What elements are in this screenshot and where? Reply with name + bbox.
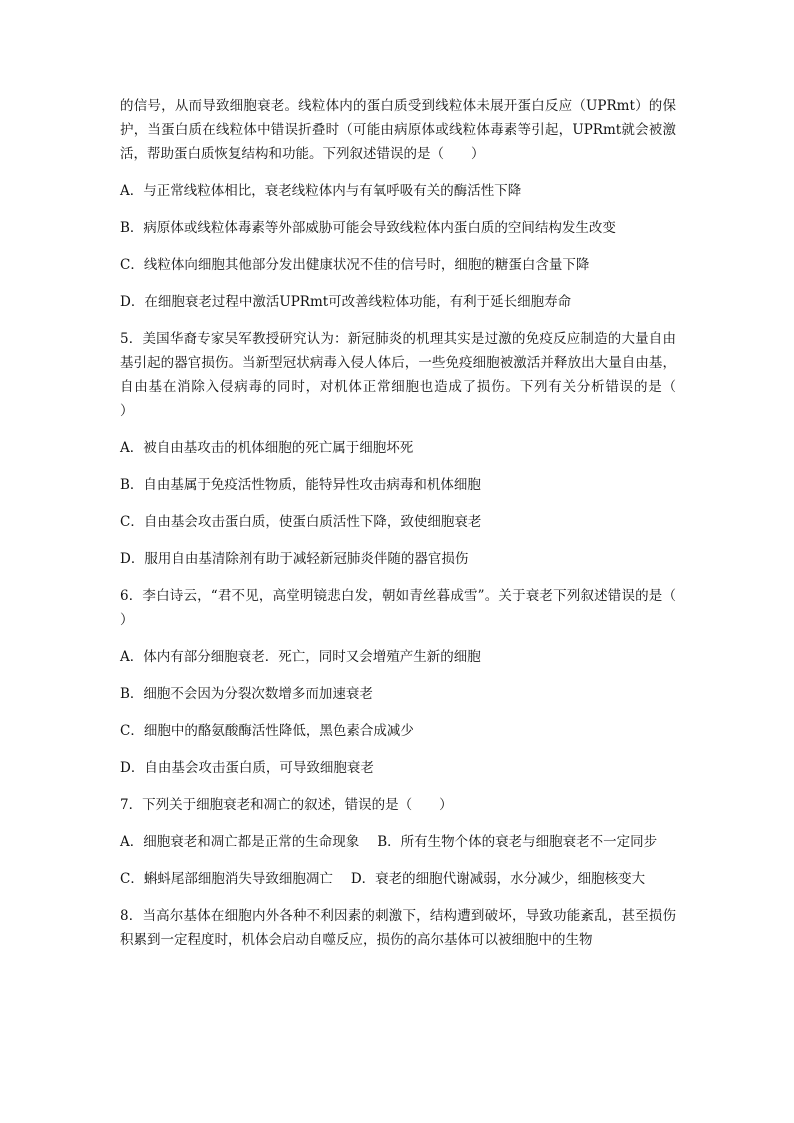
question-content — [120, 94, 703, 965]
q4-option-d: D．在细胞衰老过程中激活UPRmt可改善线粒体功能，有利于延长细胞寿命 — [120, 294, 572, 310]
q7-option-d: D．衰老的细胞代谢减弱，水分减少，细胞核变大 — [350, 871, 646, 887]
q6-option-b: B．细胞不会因为分裂次数增多而加速衰老 — [120, 686, 373, 702]
q7-option-a: A．细胞衰老和凋亡都是正常的生命现象 — [120, 834, 360, 850]
q4-stem-continued: 的信号，从而导致细胞衰老。线粒体内的蛋白质受到线粒体未展开蛋白反应（UPRmt）的保护，当蛋白质在线粒体中错误折叠时（可能由病原体或线粒体毒素等引起，UPRmt就会被激活，帮助蛋白质恢复结构和功能。下列叙述错误的是（ ） — [120, 98, 676, 162]
q5-option-a: A．被自由基攻击的机体细胞的死亡属于细胞坏死 — [120, 440, 414, 456]
q5-option-b: B．自由基属于免疫活性物质，能特异性攻击病毒和机体细胞 — [120, 477, 481, 493]
q5-stem: 5．美国华裔专家吴军教授研究认为：新冠肺炎的机理其实是过激的免疫反应制造的大量自由基引起的器官损伤。当新型冠状病毒入侵人体后，一些免疫细胞被激活并释放出大量自由基，自由基在消除入侵病毒的同时，对机体正常细胞也造成了损伤。下列有关分析错误的是（ ） — [120, 331, 703, 419]
q4-option-a: A．与正常线粒体相比，衰老线粒体内与有氧呼吸有关的酶活性下降 — [120, 183, 522, 199]
q4-option-c: C．线粒体向细胞其他部分发出健康状况不佳的信号时，细胞的糖蛋白含量下降 — [120, 257, 590, 273]
q6-option-d: D．自由基会攻击蛋白质，可导致细胞衰老 — [120, 760, 374, 776]
q7-stem: 7．下列关于细胞衰老和凋亡的叙述，错误的是（ ） — [120, 797, 453, 813]
q5-option-c: C．自由基会攻击蛋白质，使蛋白质活性下降，致使细胞衰老 — [120, 514, 482, 530]
q6-option-c: C．细胞中的酪氨酸酶活性降低，黑色素合成减少 — [120, 723, 414, 739]
q5-option-d: D．服用自由基清除剂有助于减轻新冠肺炎伴随的器官损伤 — [120, 551, 469, 567]
q6-option-a: A．体内有部分细胞衰老．死亡，同时又会增殖产生新的细胞 — [120, 649, 481, 665]
q7-option-c: C．蝌蚪尾部细胞消失导致细胞凋亡 — [120, 871, 333, 887]
q7-options-ab — [120, 830, 676, 854]
q4-option-b: B．病原体或线粒体毒素等外部威胁可能会导致线粒体内蛋白质的空间结构发生改变 — [120, 220, 616, 236]
q8-stem: 8．当高尔基体在细胞内外各种不利因素的刺激下，结构遭到破坏，导致功能紊乱，甚至损伤积累到一定程度时，机体会启动自噬反应，损伤的高尔基体可以被细胞中的生物 — [120, 908, 676, 948]
q7-option-b: B．所有生物个体的衰老与细胞衰老不一定同步 — [377, 834, 658, 850]
q6-stem: 6．李白诗云，“君不见，高堂明镜悲白发，朝如青丝暮成雪”。关于衰老下列叙述错误的是（ ） — [120, 588, 703, 628]
q7-options-cd — [120, 867, 676, 891]
